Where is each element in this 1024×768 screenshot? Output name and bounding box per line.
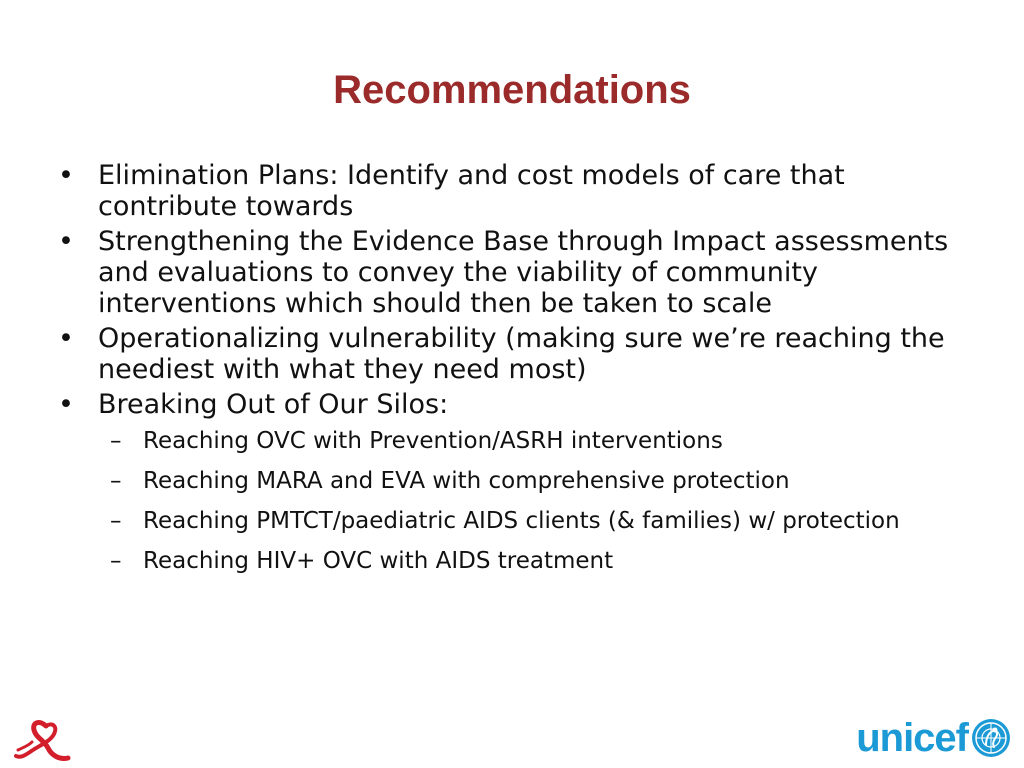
sub-bullet-item	[98, 426, 958, 456]
bullet-text: Strengthening the Evidence Base through Impact assessments and evaluations to convey the viability of community interventions which should then be taken to scale	[98, 226, 949, 319]
sub-bullet-item	[98, 546, 958, 576]
bullet-item	[58, 323, 958, 385]
bullet-text: Breaking Out of Our Silos:	[98, 389, 449, 420]
slide-content	[58, 160, 958, 586]
bullet-mark: •	[58, 226, 74, 257]
bullet-item	[58, 389, 958, 576]
sub-bullet-text: Reaching MARA and EVA with comprehensive protection	[143, 468, 790, 494]
bullet-text: Elimination Plans: Identify and cost models of care that contribute towards	[98, 160, 845, 222]
unicef-emblem-icon	[970, 717, 1012, 759]
red-ribbon-icon	[10, 718, 80, 762]
sub-bullet-mark: –	[110, 508, 122, 534]
bullet-text: Operationalizing vulnerability (making sure we’re reaching the neediest with what they need most)	[98, 323, 945, 385]
bullet-list	[58, 160, 958, 576]
slide-title: Recommendations	[333, 68, 691, 112]
sub-bullet-item	[98, 506, 958, 536]
unicef-logo	[856, 714, 1012, 762]
sub-bullet-text: Reaching OVC with Prevention/ASRH interventions	[143, 428, 723, 454]
bullet-item	[58, 226, 958, 319]
sub-bullet-mark: –	[110, 468, 122, 494]
sub-bullet-list	[98, 426, 958, 576]
bullet-mark: •	[58, 389, 74, 420]
bullet-item	[58, 160, 958, 222]
bullet-mark: •	[58, 323, 74, 354]
sub-bullet-text: Reaching HIV+ OVC with AIDS treatment	[143, 548, 614, 574]
sub-bullet-text: Reaching PMTCT/paediatric AIDS clients (& families) w/ protection	[143, 508, 900, 534]
sub-bullet-item	[98, 466, 958, 496]
sub-bullet-mark: –	[110, 548, 122, 574]
unicef-logo-text: unicef	[856, 716, 968, 760]
sub-bullet-mark: –	[110, 428, 122, 454]
bullet-mark: •	[58, 160, 74, 191]
